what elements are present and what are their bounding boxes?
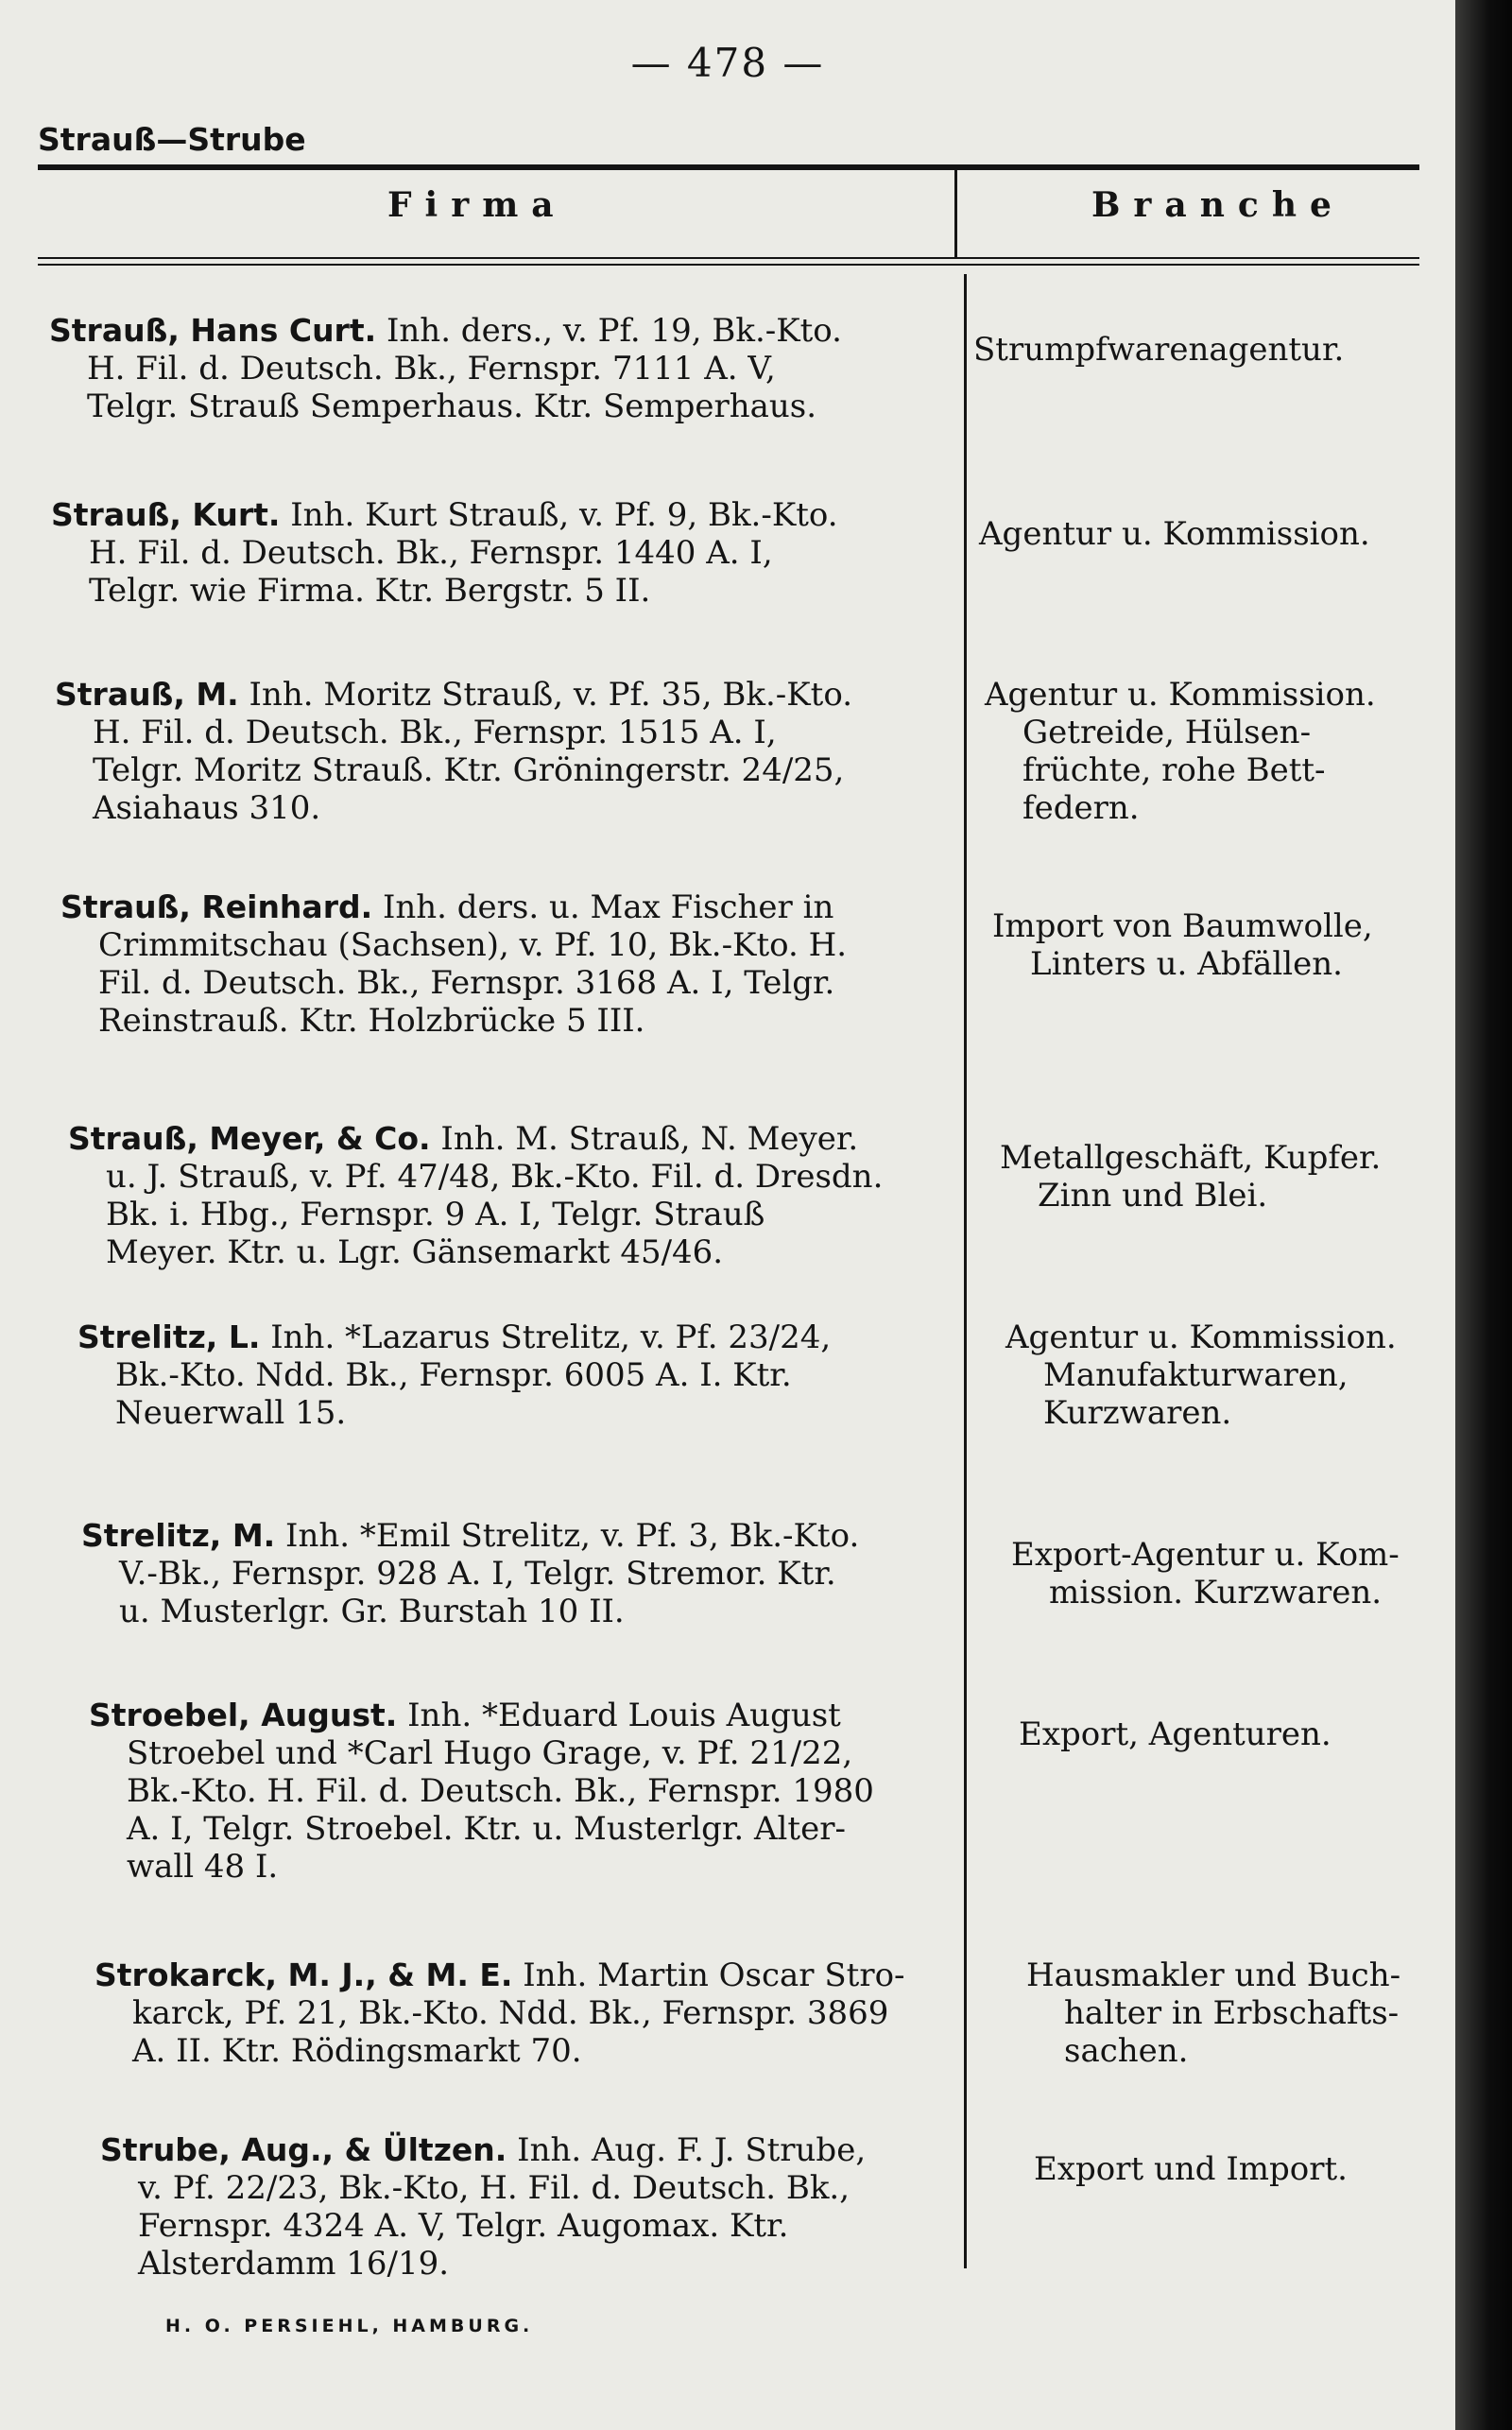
branche-line: Kurzwaren.	[1043, 1394, 1232, 1432]
firm-name: Stroebel, August.	[89, 1697, 398, 1733]
branche-line: Import von Baumwolle,	[992, 907, 1373, 945]
firma-line: Reinstrauß. Ktr. Holzbrücke 5 III.	[98, 1002, 645, 1040]
firma-text: Inh. Moritz Strauß, v. Pf. 35, Bk.-Kto.	[249, 676, 853, 714]
firma-text: Inh. Martin Oscar Stro-	[523, 1956, 905, 1994]
entry-branche	[992, 888, 1465, 983]
branche-line: Agentur u. Kommission.	[979, 515, 1370, 553]
directory-entry	[0, 1318, 1455, 1498]
firma-line	[55, 676, 971, 714]
branche-line: Export, Agenturen.	[1019, 1715, 1332, 1753]
firma-text: Inh. Kurt Strauß, v. Pf. 9, Bk.-Kto.	[290, 496, 838, 534]
firm-name: Strauß, Meyer, & Co.	[68, 1120, 431, 1157]
firma-line: Telgr. wie Firma. Ktr. Bergstr. 5 II.	[89, 572, 651, 610]
firma-line: karck, Pf. 21, Bk.-Kto. Ndd. Bk., Fernspr. 3869	[132, 1994, 889, 2032]
entry-firma	[81, 1517, 998, 1630]
firma-line: Bk.-Kto. H. Fil. d. Deutsch. Bk., Fernspr. 1980	[127, 1772, 874, 1810]
branche-line: Hausmakler und Buch-	[1026, 1956, 1401, 1994]
branche-line: früchte, rohe Bett-	[1022, 751, 1326, 789]
firma-text: Inh. M. Strauß, N. Meyer.	[440, 1120, 859, 1158]
entry-branche	[1019, 1697, 1491, 1753]
firma-line: Fil. d. Deutsch. Bk., Fernspr. 3168 A. I, Telgr.	[98, 964, 835, 1002]
firma-line: Stroebel und *Carl Hugo Grage, v. Pf. 21/22,	[127, 1734, 853, 1772]
firma-line	[49, 312, 966, 350]
printer-imprint: H. O. PERSIEHL, HAMBURG.	[165, 2316, 534, 2336]
firma-text: Inh. ders., v. Pf. 19, Bk.-Kto.	[386, 312, 842, 350]
firma-line: u. J. Strauß, v. Pf. 47/48, Bk.-Kto. Fil. d. Dresdn.	[106, 1158, 884, 1196]
branche-line: Linters u. Abfällen.	[1030, 945, 1343, 983]
header-column-divider	[954, 170, 957, 257]
firma-line: Asiahaus 310.	[93, 789, 321, 827]
firma-line: Bk. i. Hbg., Fernspr. 9 A. I, Telgr. Strauß	[106, 1196, 765, 1233]
firma-line: A. I, Telgr. Stroebel. Ktr. u. Musterlgr. Alter-	[127, 1810, 846, 1848]
firma-text: Inh. *Lazarus Strelitz, v. Pf. 23/24,	[270, 1318, 832, 1356]
entry-branche	[1034, 2131, 1506, 2188]
entry-branche	[1005, 1318, 1478, 1432]
branche-line: Metallgeschäft, Kupfer.	[1000, 1139, 1382, 1177]
entry-branche	[973, 312, 1446, 369]
firma-line	[60, 888, 977, 926]
entry-branche	[1011, 1517, 1484, 1611]
page-number: — 478 —	[630, 40, 825, 86]
firm-name: Strauß, Hans Curt.	[49, 312, 377, 349]
page-edge-shadow	[1455, 0, 1512, 2430]
firma-text: Inh. Aug. F. J. Strube,	[517, 2131, 867, 2169]
firma-line	[89, 1697, 1005, 1734]
directory-entry	[0, 2131, 1455, 2311]
directory-entry	[0, 1697, 1455, 1886]
firma-line: wall 48 I.	[127, 1848, 279, 1886]
branche-line: Zinn und Blei.	[1038, 1177, 1268, 1215]
firm-name: Strauß, Kurt.	[51, 496, 281, 533]
firm-name: Strokarck, M. J., & M. E.	[94, 1956, 513, 1993]
firma-line	[94, 1956, 1011, 1994]
entry-branche	[1000, 1120, 1472, 1215]
firma-line: Telgr. Strauß Semperhaus. Ktr. Semperhaus.	[87, 388, 817, 425]
directory-entry	[0, 312, 1455, 491]
firm-name: Strelitz, M.	[81, 1517, 276, 1554]
branche-line: halter in Erbschafts-	[1064, 1994, 1400, 2032]
firma-line: V.-Bk., Fernspr. 928 A. I, Telgr. Stremor. Ktr.	[119, 1555, 836, 1593]
branche-line: Export und Import.	[1034, 2150, 1348, 2188]
firma-line: H. Fil. d. Deutsch. Bk., Fernspr. 1515 A. I,	[93, 714, 777, 751]
branche-line: Export-Agentur u. Kom-	[1011, 1536, 1400, 1574]
header-double-rule-1	[38, 257, 1419, 259]
firma-text: Inh. *Eduard Louis August	[407, 1697, 841, 1734]
firma-line: Crimmitschau (Sachsen), v. Pf. 10, Bk.-Kto. H.	[98, 926, 848, 964]
firm-name: Strelitz, L.	[77, 1318, 261, 1355]
entry-firma	[55, 676, 971, 827]
entry-firma	[89, 1697, 1005, 1886]
column-header-branche: Branche	[1091, 185, 1345, 225]
firma-line: v. Pf. 22/23, Bk.-Kto, H. Fil. d. Deutsch. Bk.,	[138, 2169, 850, 2207]
entry-firma	[60, 888, 977, 1040]
firma-line	[77, 1318, 994, 1356]
firma-line	[81, 1517, 998, 1555]
directory-entry	[0, 1956, 1455, 2136]
branche-line: Agentur u. Kommission.	[985, 676, 1376, 714]
firm-name: Strube, Aug., & Ültzen.	[100, 2131, 507, 2168]
directory-entry	[0, 496, 1455, 676]
entry-firma	[49, 312, 966, 425]
firma-text: Inh. *Emil Strelitz, v. Pf. 3, Bk.-Kto.	[285, 1517, 860, 1555]
firma-line: Meyer. Ktr. u. Lgr. Gänsemarkt 45/46.	[106, 1233, 724, 1271]
firma-line: A. II. Ktr. Rödingsmarkt 70.	[132, 2032, 582, 2070]
branche-line: Strumpfwarenagentur.	[973, 331, 1345, 369]
entry-branche	[1026, 1956, 1499, 2070]
firma-line: Neuerwall 15.	[115, 1394, 347, 1432]
firma-line: Fernspr. 4324 A. V, Telgr. Augomax. Ktr.	[138, 2207, 789, 2245]
branche-line: Getreide, Hülsen-	[1022, 714, 1312, 751]
firma-line: u. Musterlgr. Gr. Burstah 10 II.	[119, 1593, 625, 1630]
firma-text: Inh. ders. u. Max Fischer in	[382, 888, 834, 926]
directory-entry	[0, 676, 1455, 855]
entry-firma	[51, 496, 968, 610]
entry-firma	[68, 1120, 985, 1271]
branche-line: federn.	[1022, 789, 1140, 827]
header-double-rule-2	[38, 264, 1419, 266]
entry-branche	[979, 496, 1452, 553]
directory-entry	[0, 888, 1455, 1068]
directory-entry	[0, 1120, 1455, 1300]
entry-firma	[94, 1956, 1011, 2070]
header-rule	[38, 164, 1419, 170]
firm-name: Strauß, M.	[55, 676, 239, 713]
running-head: Strauß—Strube	[38, 121, 306, 158]
firma-line: H. Fil. d. Deutsch. Bk., Fernspr. 7111 A. V,	[87, 350, 776, 388]
firma-line: H. Fil. d. Deutsch. Bk., Fernspr. 1440 A. I,	[89, 534, 773, 572]
directory-entry	[0, 1517, 1455, 1697]
firma-line: Alsterdamm 16/19.	[138, 2245, 450, 2283]
entry-firma	[77, 1318, 994, 1432]
entry-branche	[985, 676, 1457, 827]
entry-firma	[100, 2131, 1017, 2283]
firma-line: Telgr. Moritz Strauß. Ktr. Gröningerstr. 24/25,	[93, 751, 845, 789]
branche-line: Agentur u. Kommission.	[1005, 1318, 1397, 1356]
firma-line	[100, 2131, 1017, 2169]
branche-line: Manufakturwaren,	[1043, 1356, 1349, 1394]
firma-line	[68, 1120, 985, 1158]
firma-line: Bk.-Kto. Ndd. Bk., Fernspr. 6005 A. I. Ktr.	[115, 1356, 792, 1394]
branche-line: mission. Kurzwaren.	[1049, 1574, 1383, 1611]
firm-name: Strauß, Reinhard.	[60, 888, 373, 925]
branche-line: sachen.	[1064, 2032, 1189, 2070]
column-header-firma: Firma	[387, 185, 567, 225]
firma-line	[51, 496, 968, 534]
